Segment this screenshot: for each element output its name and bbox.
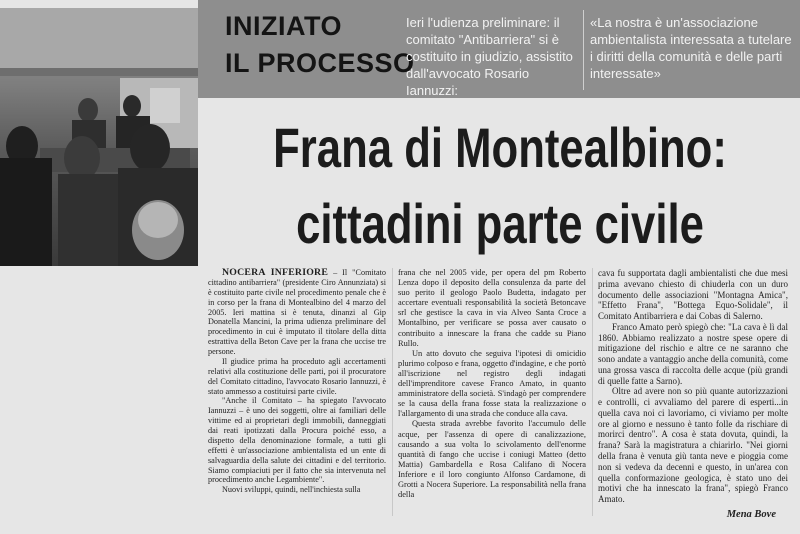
column-divider: [592, 268, 593, 516]
dateline: NOCERA INFERIORE: [222, 267, 329, 278]
column-divider: [392, 268, 393, 516]
paragraph: "Anche il Comitato – ha spiegato l'avvocato Iannuzzi – è uno dei soggetti, oltre ai familiari delle vittime ed ai proprietari degli immobili, danneggiati dai reati ipotizzati dalla Procura poiché esso, a dispetto della denominazione formale, a tutti gli effetti è un'associazione ambientalista ed un ente di salvaguardia della salute dei cittadini e del territorio. Siamo compiaciuti per il fatto che sia intervenuta nel procedimento anche Legambiente".: [208, 396, 386, 485]
paragraph: Questa strada avrebbe favorito l'accumulo delle acque, per l'assenza di opere di canalizzazione, causando a sua volta lo scivolamento dell'enorme quantità di fango che uccise i coniugi Matteo (detto Mattia) Gambardella e Rosa Califano di Nocera Inferiore e il loro congiunto Alfonso Cardamone, di Grotti a Nocera Superiore. La responsabilità nella frana della: [398, 419, 586, 500]
article-column-1: [208, 268, 386, 495]
paragraph: cava fu supportata dagli ambientalisti che due mesi prima avevano chiesto di chiuderla con un duro documento delle associazioni "Montagna Amica", "Effetto Frana", "Bottega Equo-Solidale", il Comitato Antibarriera e dai Cobas di Salerno.: [598, 268, 788, 322]
kicker-line-2: IL PROCESSO: [225, 48, 415, 78]
courtroom-photo: [0, 8, 198, 266]
headline-line-1: Frana di Montealbino:: [273, 116, 727, 179]
paragraph: Nuovi sviluppi, quindi, nell'inchiesta sulla: [222, 485, 361, 495]
paragraph: Oltre ad avere non so più quante autorizzazioni e controlli, ci avvaliamo del parere di esperti...in quella cava noi ci lavoriamo, ci viviamo per molte ore al giorno e nessuno è tanto folle da rischiare di morirci dentro". A cosa è stata dovuta, quindi, la frana? Sarà la magistratura a chiarirlo. "Nei giorni della frana è venuta giù tanta neve e pioggia come non si vedeva da decenni e questo, in un'area con quella conformazione geologica, è stato uno dei motivi che ha innescato la frana", spiegò Franco Amato.: [598, 386, 788, 505]
paragraph: Franco Amato però spiegò che: "La cava è lì dal 1860. Abbiamo realizzato a nostre spese opere di mitigazione del rischio e altre ce ne saranno che sono andate a vantaggio anche della comunità, come una grossa vasca di raccolta delle acque (più grandi di quelle fatte a Sarno).: [598, 321, 788, 386]
article-column-2: [398, 268, 586, 500]
subhead-left: Ieri l'udienza preliminare: il comitato "Antibarriera" si è costituito in giudizio, assistito dall'avvocato Rosario Iannuzzi:: [406, 15, 573, 98]
paragraph-text: – Il "Comitato cittadino antibarriera" (presidente Ciro Annunziata) si è costituito parte civile nel procedimento penale che è in corso per la frana di Montealbino del 4 marzo del 2005. Ieri mattina si è tenuta, dinanzi al Gip Donatella Mancini, la prima udienza preliminare del procedimento in cui è imputato il titolare della ditta estrattiva della Beton Cave per la frana che uccise tre persone.: [208, 268, 386, 356]
kicker: [225, 8, 415, 82]
headline: [266, 110, 734, 262]
article-column-3: [598, 268, 788, 505]
subhead-divider: [583, 10, 584, 90]
subhead-right: «La nostra è un'associazione ambientalista interessata a tutelare i diritti della comunità e delle parti interessate»: [590, 15, 792, 81]
paragraph: [208, 268, 386, 357]
paragraph: frana che nel 2005 vide, per opera del pm Roberto Lenza dopo il deposito della consulenza da parte del suo perito il geologo Paolo Budetta, indagato per accertare eventuali responsabilità la società Betoncave srl che gestisce la cava in via Alveo Santa Croce a Montalbino, per verificare se possa aver causato o contribuito a innescare la frana che cadde su Piano Rullo.: [398, 268, 586, 348]
paragraph: Un atto dovuto che seguiva l'ipotesi di omicidio plurimo colposo e frana, oggetto d'indagine, e che portò all'iscrizione nel registro degli indagati dell'imprenditore cavese Franco Amato, in quanto amministratore della società. S'indagò per comprendere se la causa della frana fosse stata la realizzazione o l'allargamento di una strada che conduce alla cava.: [398, 348, 586, 419]
headline-line-2: cittadini parte civile: [296, 192, 704, 255]
byline: Mena Bove: [726, 509, 776, 520]
paragraph: Il giudice prima ha proceduto agli accertamenti relativi alla costituzione delle parti, poi il procuratore del Comitato cittadino, l'avvocato Rosario Iannuzzi, è stato ammesso a costituirsi parte civile.: [208, 356, 386, 396]
kicker-line-1: INIZIATO: [225, 11, 342, 41]
